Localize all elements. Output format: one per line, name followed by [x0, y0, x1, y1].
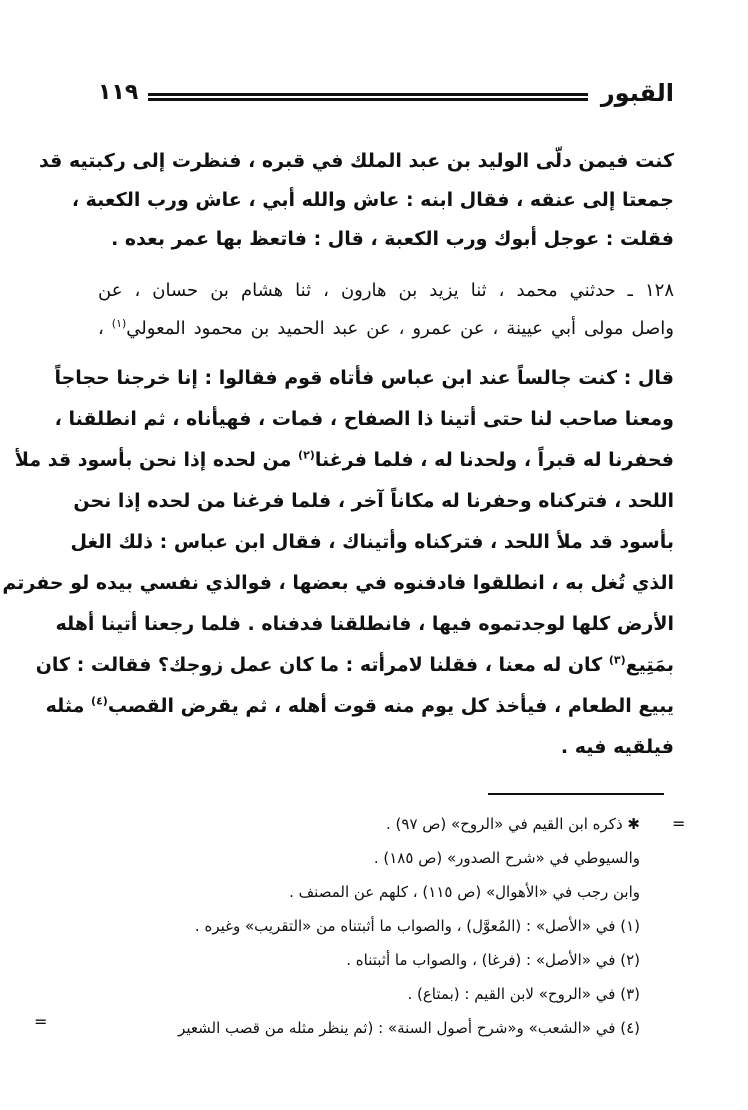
running-title: القبور — [600, 79, 674, 107]
footnote-line: والسيوطي في «شرح الصدور» (ص ١٨٥) . — [373, 849, 640, 867]
footnote-4: (٤) في «الشعب» و«شرح أصول السنة» : (ثم ينظر مثله من قصب الشعير — [178, 1019, 640, 1037]
footnotes — [70, 807, 640, 1045]
paragraph-continuation — [38, 142, 674, 259]
footnote-ref: (٣) — [608, 653, 626, 667]
text-line: فيلقيه فيه . — [560, 736, 674, 758]
page-header — [98, 78, 674, 118]
continuation-mark-bottom: = — [34, 1012, 48, 1031]
text-line: يبيع الطعام ، فيأخذ كل يوم منه قوت أهله ، ثم يقرض القصب$^{(٤)}$ مثله — [45, 694, 674, 717]
footnote-3: (٣) في «الروح» لابن القيم : (بمتاع) . — [407, 985, 640, 1003]
footnote-1: (١) في «الأصل» : (المُعوَّل) ، والصواب ما أثبتناه من «التقريب» وغيره . — [194, 917, 640, 935]
text-line: قال : كنت جالساً عند ابن عباس فأتاه قوم فقالوا : إنا خرجنا حجاجاً — [54, 367, 674, 389]
text-line: كنت فيمن دلّى الوليد بن عبد الملك في قبره ، فنظرت إلى ركبتيه قد — [38, 150, 674, 172]
text-line: واصل مولى أبي عيينة ، عن عمرو ، عن عبد الحميد بن محمود المعولي$^{(١)}$ ، — [98, 317, 674, 339]
footnote-2: (٢) في «الأصل» : (فرغا) ، والصواب ما أثبتناه . — [346, 951, 640, 969]
text-line: الأرض كلها لوجدتموه فيها ، فانطلقنا فدفناه . فلما رجعنا أتينا أهله — [55, 613, 674, 635]
isnad-paragraph — [98, 272, 674, 348]
continuation-mark-top: = — [672, 814, 686, 833]
text-line: بمَتِيع$^{(٣)}$ كان له معنا ، فقلنا لامرأته : ما كان عمل زوجك؟ فقالت : كان — [35, 653, 674, 676]
text-line: ١٢٨ ـ حدثني محمد ، ثنا يزيد بن هارون ، ثنا هشام بن حسان ، عن — [98, 280, 674, 301]
text-line: الذي تُغل به ، انطلقوا فادفنوه في بعضها ، فوالذي نفسي بيده لو حفرتم — [2, 572, 674, 594]
footnote-ref: (٢) — [298, 448, 315, 462]
page-number: ١١٩ — [98, 80, 139, 105]
footnote-line: وابن رجب في «الأهوال» (ص ١١٥) ، كلهم عن المصنف . — [289, 883, 640, 901]
text-line: فحفرنا له قبراً ، ولحدنا له ، فلما فرغنا$^{(٢)}$ من لحده إذا نحن بأسود قد ملأ — [14, 448, 674, 471]
footnote-ref: (١) — [111, 317, 127, 330]
text-line: جمعتا إلى عنقه ، فقال ابنه : عاش والله أبي ، عاش ورب الكعبة ، — [71, 189, 674, 211]
text-line: ومعنا صاحب لنا حتى أتينا ذا الصفاح ، فمات ، فهيأناه ، ثم انطلقنا ، — [54, 408, 674, 430]
header-rule — [148, 93, 588, 102]
text-line: بأسود قد ملأ اللحد ، فتركناه وأتيناك ، فقال ابن عباس : ذلك الغل — [70, 531, 674, 553]
text-line: اللحد ، فتركناه وحفرنا له مكاناً آخر ، فلما فرغنا من لحده إذا نحن — [73, 490, 674, 512]
asterisk-icon: ✱ — [627, 815, 640, 833]
text-line: فقلت : عوجل أبوك ورب الكعبة ، قال : فاتعظ بها عمر بعده . — [111, 228, 674, 250]
footnote-line: ✱ ذكره ابن القيم في «الروح» (ص ٩٧) . — [386, 815, 640, 833]
narration-paragraph — [2, 358, 674, 768]
footnote-ref: (٤) — [91, 694, 108, 708]
footnote-separator — [488, 793, 664, 795]
